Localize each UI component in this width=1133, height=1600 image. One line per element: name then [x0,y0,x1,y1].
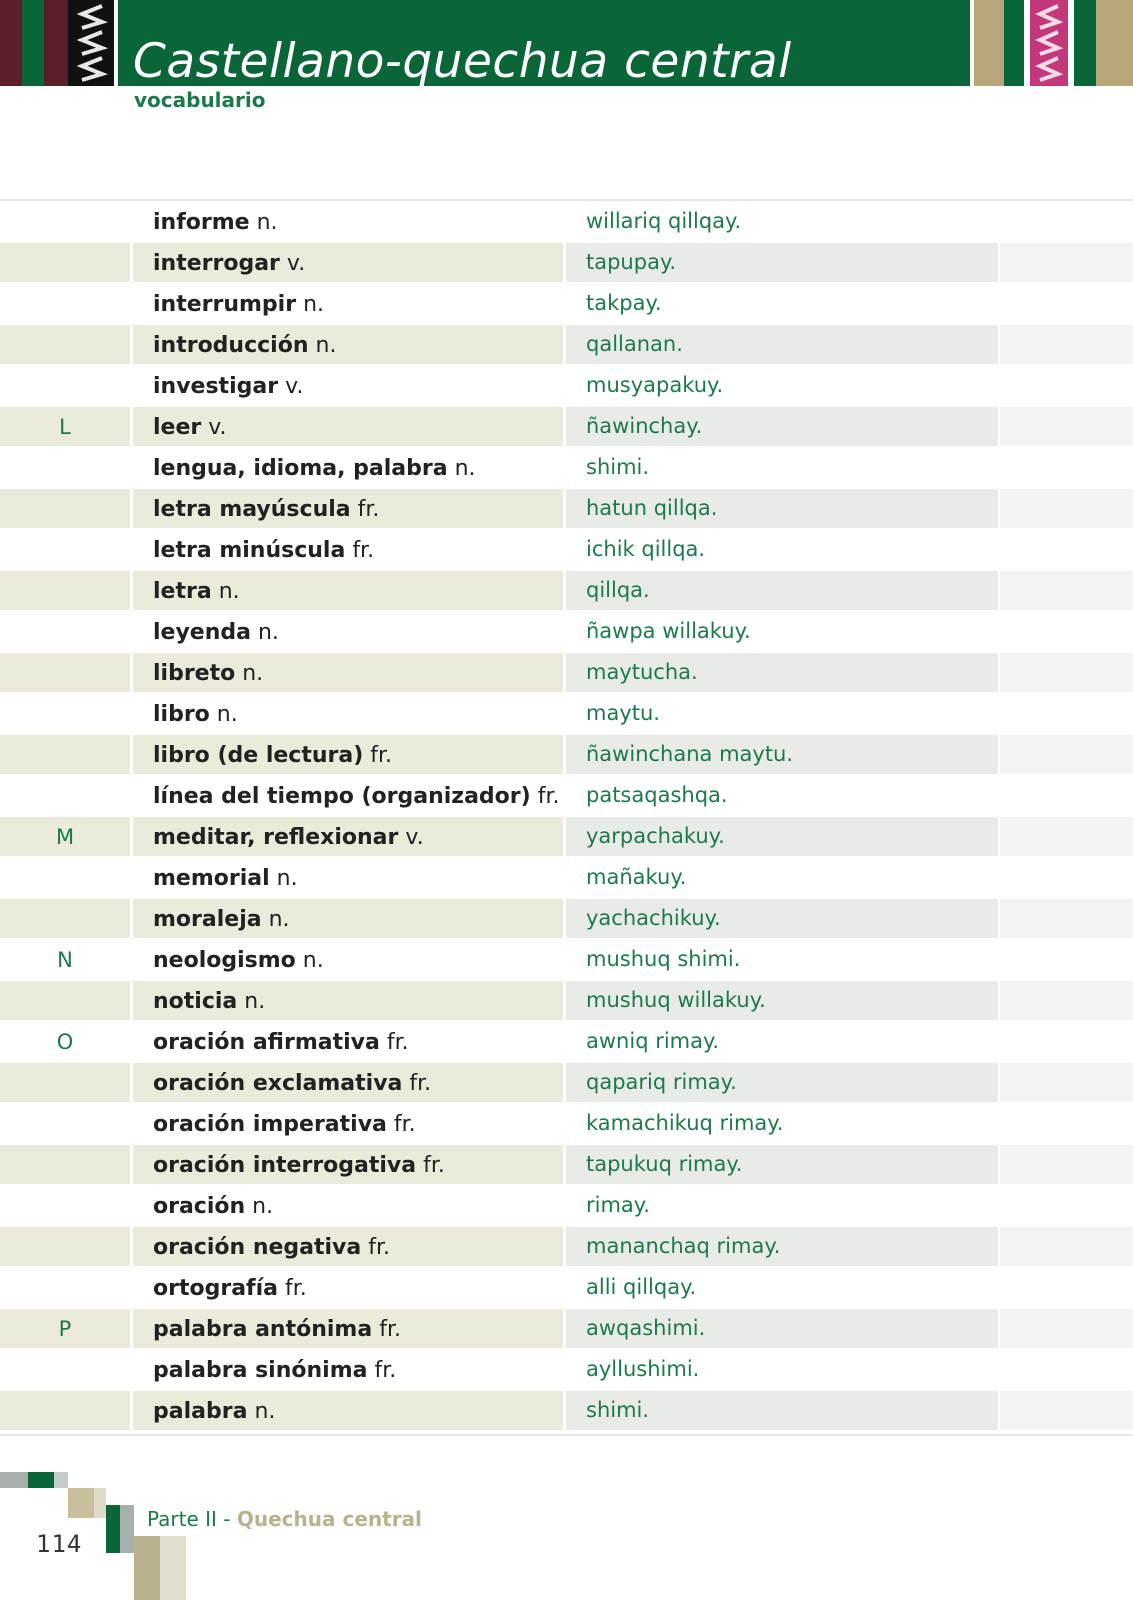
part-of-speech: fr. [285,1276,307,1301]
spanish-term [153,1308,401,1349]
footer-block [54,1472,68,1488]
part-of-speech: fr. [368,1235,391,1260]
part-of-speech: fr. [386,1030,409,1055]
spanish-term [153,201,278,242]
quechua-translation: shimi. [586,1398,650,1422]
row-shade [1000,653,1133,692]
footer-block [68,1488,94,1518]
row-shade [1000,571,1133,610]
quechua-translation: ñawpa willakuy. [586,619,751,643]
table-row [0,283,1133,324]
part-of-speech: n. [315,333,337,358]
section-letter [0,570,130,611]
section-letter [0,365,130,406]
table-row [0,816,1133,857]
spanish-term [153,898,290,939]
part-of-speech: n. [256,210,278,235]
quechua-translation: shimi. [586,455,650,479]
header-stripe [44,0,68,86]
row-shade [1000,1309,1133,1348]
table-row [0,652,1133,693]
section-letter [0,324,130,365]
footer-block [134,1536,160,1600]
table-row [0,1390,1133,1431]
part-of-speech: n. [254,1399,276,1424]
term-word: leer [153,415,202,440]
section-letter [0,611,130,652]
section-letter: L [59,415,71,439]
term-word: palabra sinónima [153,1358,368,1383]
row-shade [1000,1227,1133,1266]
term-word: meditar, reflexionar [153,825,399,850]
spanish-term [153,693,238,734]
quechua-translation: mushuq willakuy. [586,988,766,1012]
table-row [0,857,1133,898]
weave-pattern-icon [1030,0,1068,86]
part-of-speech: n. [216,702,238,727]
term-word: letra minúscula [153,538,346,563]
term-word: interrogar [153,251,280,276]
table-row [0,693,1133,734]
term-word: palabra antónima [153,1317,373,1342]
row-shade [1000,489,1133,528]
section-letter: P [58,1317,72,1341]
table-row [0,611,1133,652]
spanish-term [153,980,265,1021]
part-of-speech: fr. [352,538,375,563]
term-word: oración negativa [153,1235,362,1260]
header-stripe [1074,0,1096,86]
term-word: línea del tiempo (organizador) [153,784,531,809]
header-stripe [0,0,22,86]
part-of-speech: v. [208,415,227,440]
footer-block [120,1505,134,1553]
spanish-term [153,365,303,406]
quechua-translation: qillqa. [586,578,650,602]
footer-block [106,1505,120,1553]
section-letter [0,283,130,324]
term-word: lengua, idioma, palabra [153,456,448,481]
section-letter [0,1267,130,1308]
part-of-speech: fr. [357,497,380,522]
table-row [0,1226,1133,1267]
weave-pattern-icon [68,0,114,86]
spanish-term [153,406,227,447]
part-of-speech: fr. [393,1112,416,1137]
part-of-speech: n. [303,292,325,317]
section-letter: M [55,825,75,849]
quechua-translation: patsaqashqa. [586,783,728,807]
quechua-translation: mananchaq rimay. [586,1234,781,1258]
divider [0,1434,1133,1436]
page-subtitle: vocabulario [134,88,266,112]
section-letter [0,201,130,242]
term-word: letra [153,579,212,604]
quechua-translation: rimay. [586,1193,650,1217]
spanish-term [153,1349,396,1390]
term-word: oración [153,1194,246,1219]
section-letter [0,693,130,734]
header-band [0,0,1133,89]
quechua-translation: tapukuq rimay. [586,1152,743,1176]
spanish-term [153,1021,409,1062]
weave-pattern-svg [1030,0,1068,86]
section-letter [0,1349,130,1390]
quechua-translation: willariq qillqay. [586,209,742,233]
row-shade [1000,1063,1133,1102]
part-of-speech: v. [285,374,304,399]
part-of-speech: n. [257,620,279,645]
spanish-term [153,1185,273,1226]
row-shade [1000,899,1133,938]
section-letter [0,1226,130,1267]
spanish-term [153,488,379,529]
part-of-speech: n. [242,661,264,686]
spanish-term [153,1144,445,1185]
part-of-speech: n. [218,579,240,604]
section-letter [0,980,130,1021]
row-shade [1000,407,1133,446]
term-word: oración exclamativa [153,1071,403,1096]
row-shade [1000,981,1133,1020]
table-row [0,1349,1133,1390]
part-of-speech: fr. [537,784,560,809]
spanish-term [153,939,324,980]
table-row [0,1267,1133,1308]
term-word: libreto [153,661,236,686]
table-row [0,1144,1133,1185]
section-letter [0,1144,130,1185]
row-shade [1000,735,1133,774]
footer-block [28,1472,54,1488]
table-row [0,488,1133,529]
section-letter [0,447,130,488]
page-number: 114 [36,1530,83,1558]
table-row [0,570,1133,611]
quechua-translation: maytucha. [586,660,698,684]
table-row [0,939,1133,980]
spanish-term [153,242,305,283]
part-of-speech: n. [302,948,324,973]
part-of-speech: fr. [423,1153,445,1178]
page-title: Castellano-quechua central [133,34,792,89]
part-of-speech: n. [244,989,266,1014]
quechua-translation: ichik qillqa. [586,537,706,561]
term-word: libro (de lectura) [153,743,364,768]
quechua-translation: mushuq shimi. [586,947,741,971]
table-row [0,1185,1133,1226]
row-shade [1000,817,1133,856]
part-of-speech: fr. [379,1317,401,1342]
table-row [0,1308,1133,1349]
spanish-term [153,570,240,611]
row-shade [1000,243,1133,282]
quechua-translation: hatun qillqa. [586,496,718,520]
vocabulary-table [0,201,1133,1431]
section-letter [0,1185,130,1226]
part-of-speech: n. [276,866,298,891]
part-of-speech: n. [252,1194,274,1219]
section-letter [0,529,130,570]
section-letter [0,488,130,529]
section-letter [0,857,130,898]
part-of-speech: v. [405,825,424,850]
footer-section-name: Quechua central [236,1507,422,1531]
term-word: interrumpir [153,292,297,317]
spanish-term [153,324,336,365]
quechua-translation: ayllushimi. [586,1357,700,1381]
spanish-term [153,816,424,857]
table-row [0,365,1133,406]
term-word: libro [153,702,210,727]
section-letter [0,242,130,283]
spanish-term [153,775,559,816]
spanish-term [153,283,324,324]
part-of-speech: fr. [370,743,393,768]
section-letter [0,898,130,939]
quechua-translation: musyapakuy. [586,373,724,397]
term-word: noticia [153,989,238,1014]
header-stripe [1096,0,1133,86]
term-word: moraleja [153,907,262,932]
table-row [0,1062,1133,1103]
term-word: ortografía [153,1276,278,1301]
table-row [0,1103,1133,1144]
spanish-term [153,611,279,652]
part-of-speech: n. [268,907,290,932]
footer-block [94,1488,106,1518]
section-letter [0,775,130,816]
part-of-speech: fr. [374,1358,397,1383]
term-word: memorial [153,866,270,891]
spanish-term [153,734,392,775]
term-word: palabra [153,1399,248,1424]
quechua-translation: yarpachakuy. [586,824,725,848]
header-stripe [974,0,1004,86]
quechua-translation: awniq rimay. [586,1029,720,1053]
section-letter [0,1062,130,1103]
table-row [0,242,1133,283]
header-stripe [1004,0,1024,86]
table-row [0,734,1133,775]
quechua-translation: ñawinchana maytu. [586,742,794,766]
term-word: introducción [153,333,309,358]
quechua-translation: tapupay. [586,250,677,274]
part-of-speech: v. [286,251,306,276]
header-stripe [22,0,44,86]
spanish-term [153,529,374,570]
footer-section-prefix: Parte II - [147,1507,237,1531]
table-row [0,1021,1133,1062]
footer-block [0,1472,28,1488]
part-of-speech: n. [454,456,476,481]
spanish-term [153,1390,275,1431]
quechua-translation: takpay. [586,291,662,315]
footer-section [147,1507,422,1531]
weave-pattern-svg [68,0,114,86]
quechua-translation: mañakuy. [586,865,687,889]
table-row [0,406,1133,447]
section-letter: O [56,1030,74,1054]
table-row [0,775,1133,816]
quechua-translation: alli qillqay. [586,1275,697,1299]
spanish-term [153,652,263,693]
section-letter [0,1103,130,1144]
quechua-translation: maytu. [586,701,660,725]
row-shade [1000,1391,1133,1430]
term-word: investigar [153,374,279,399]
term-word: oración interrogativa [153,1153,417,1178]
section-letter [0,652,130,693]
term-word: oración imperativa [153,1112,387,1137]
quechua-translation: kamachikuq rimay. [586,1111,784,1135]
spanish-term [153,857,298,898]
term-word: informe [153,210,250,235]
spanish-term [153,1267,307,1308]
term-word: letra mayúscula [153,497,351,522]
footer-block [160,1536,186,1600]
part-of-speech: fr. [409,1071,432,1096]
table-row [0,324,1133,365]
table-row [0,201,1133,242]
spanish-term [153,1062,431,1103]
table-row [0,447,1133,488]
row-shade [1000,325,1133,364]
spanish-term [153,1103,416,1144]
table-row [0,980,1133,1021]
spanish-term [153,1226,390,1267]
table-row [0,529,1133,570]
section-letter [0,1390,130,1431]
spanish-term [153,447,476,488]
quechua-translation: ñawinchay. [586,414,703,438]
term-word: neologismo [153,948,296,973]
quechua-translation: awqashimi. [586,1316,706,1340]
quechua-translation: qallanan. [586,332,683,356]
term-word: oración afirmativa [153,1030,380,1055]
quechua-translation: yachachikuy. [586,906,721,930]
quechua-translation: qapariq rimay. [586,1070,737,1094]
section-letter: N [57,948,73,972]
term-word: leyenda [153,620,251,645]
section-letter [0,734,130,775]
row-shade [1000,1145,1133,1184]
table-row [0,898,1133,939]
